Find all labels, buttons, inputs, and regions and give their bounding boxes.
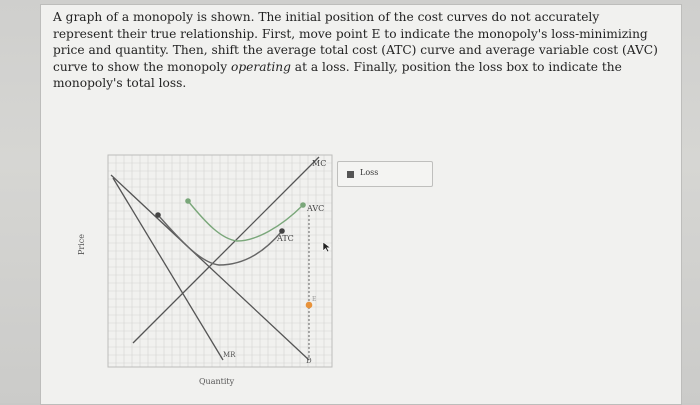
mr-label: MR xyxy=(223,351,236,359)
point-e-label: E xyxy=(312,296,317,303)
loss-swatch[interactable] xyxy=(347,171,354,178)
avc-label: AVC xyxy=(307,204,325,213)
atc-right-handle[interactable] xyxy=(279,228,285,234)
question-text-emphasis: operating xyxy=(231,59,291,74)
question-text-part-1: A graph of a monopoly is shown. The initial position of the cost curves do not accurately represent their true relationship. First, move point E to indicate the monopoly's loss-minimizing price and quantity. Then, shift the average total cost (ATC) curve and average variable cost (AVC) curve to show the monopoly xyxy=(53,10,658,74)
demand-label: D xyxy=(306,357,312,365)
loss-legend-label: Loss xyxy=(360,168,379,177)
avc-right-handle[interactable] xyxy=(300,202,306,208)
atc-left-handle[interactable] xyxy=(155,212,161,218)
question-text-part-2: at a loss. Finally, position the loss box to indicate the monopoly's total loss. xyxy=(53,59,622,90)
mc-label: MC xyxy=(312,159,327,168)
y-axis-label: Price xyxy=(77,234,86,255)
monopoly-graph xyxy=(41,5,681,404)
avc-left-handle[interactable] xyxy=(185,198,191,204)
mouse-cursor-icon xyxy=(322,241,332,253)
x-axis-label: Quantity xyxy=(199,377,235,386)
atc-label: ATC xyxy=(277,234,294,243)
legend-loss-box[interactable] xyxy=(337,161,433,187)
question-card xyxy=(40,4,682,405)
